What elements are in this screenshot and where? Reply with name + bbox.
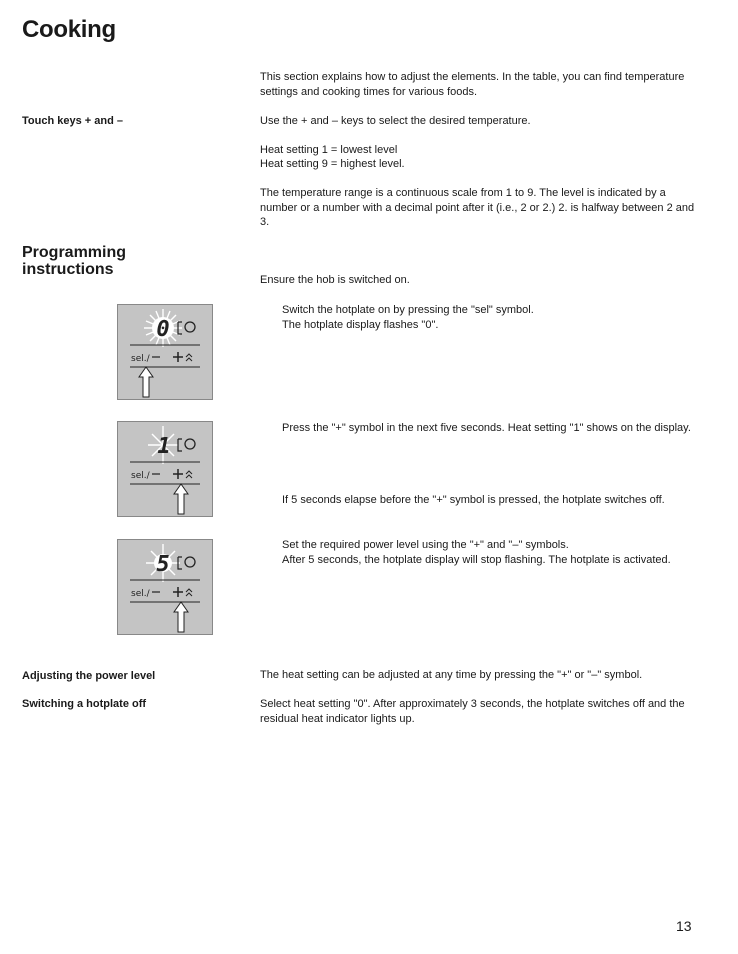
- page-number: 13: [676, 918, 692, 934]
- display-digit: 0: [156, 317, 170, 342]
- sel-label: sel./: [131, 589, 150, 599]
- switching-off-text: Select heat setting "0". After approximately 3 seconds, the hotplate switches off and the residual heat indicator lights up.: [260, 698, 685, 725]
- page-title: Cooking: [22, 16, 116, 43]
- step2-text: Press the "+" symbol in the next five seconds. Heat setting "1" shows on the display.: [282, 422, 691, 434]
- adjusting-power-text: The heat setting can be adjusted at any time by pressing the "+" or "–" symbol.: [260, 669, 643, 681]
- hotplate-ring-icon: [185, 439, 195, 449]
- hotplate-ring-icon: [185, 322, 195, 332]
- heat-setting-high: Heat setting 9 = highest level.: [260, 158, 405, 170]
- touch-keys-text: Use the + and – keys to select the desired temperature.: [260, 115, 531, 127]
- plus-icon: [173, 587, 183, 597]
- plus-icon: [173, 352, 183, 362]
- press-arrow-icon: [139, 367, 153, 397]
- switching-off-label: Switching a hotplate off: [22, 698, 147, 710]
- boost-chevron-icon: [186, 471, 192, 478]
- intro-text: This section explains how to adjust the elements. In the table, you can find temperature settings and cooking times for various foods.: [260, 71, 685, 98]
- temperature-range-text: The temperature range is a continuous scale from 1 to 9. The level is indicated by a number or a number with a decimal point after it (i.e., 2 or 2.) 2. is halfway between 2 and 3.: [260, 187, 695, 228]
- press-arrow-icon: [174, 602, 188, 632]
- touch-keys-label: Touch keys + and –: [22, 115, 123, 127]
- step3-line1: Set the required power level using the "+" and "–" symbols.: [282, 539, 569, 551]
- step3-line2: After 5 seconds, the hotplate display will stop flashing. The hotplate is activated.: [282, 554, 671, 566]
- step1-line2: The hotplate display flashes "0".: [282, 319, 439, 331]
- display-digit: 1: [157, 434, 171, 459]
- boost-chevron-icon: [186, 354, 192, 361]
- boost-chevron-icon: [186, 589, 192, 596]
- control-panel-illustration: [117, 304, 213, 400]
- control-panel-illustration: [117, 421, 213, 517]
- sel-label: sel./: [131, 471, 150, 481]
- step1-line1: Switch the hotplate on by pressing the "sel" symbol.: [282, 304, 534, 316]
- control-panel-illustration: [117, 539, 213, 635]
- adjusting-power-label: Adjusting the power level: [22, 670, 156, 682]
- sel-label: sel./: [131, 354, 150, 364]
- ensure-hob-on: Ensure the hob is switched on.: [260, 274, 410, 286]
- step2-note: If 5 seconds elapse before the "+" symbol is pressed, the hotplate switches off.: [282, 494, 665, 506]
- hotplate-ring-icon: [185, 557, 195, 567]
- plus-icon: [173, 469, 183, 479]
- heat-setting-low: Heat setting 1 = lowest level: [260, 144, 398, 156]
- press-arrow-icon: [174, 484, 188, 514]
- programming-heading: Programming instructions: [22, 244, 127, 278]
- display-digit: 5: [156, 552, 170, 577]
